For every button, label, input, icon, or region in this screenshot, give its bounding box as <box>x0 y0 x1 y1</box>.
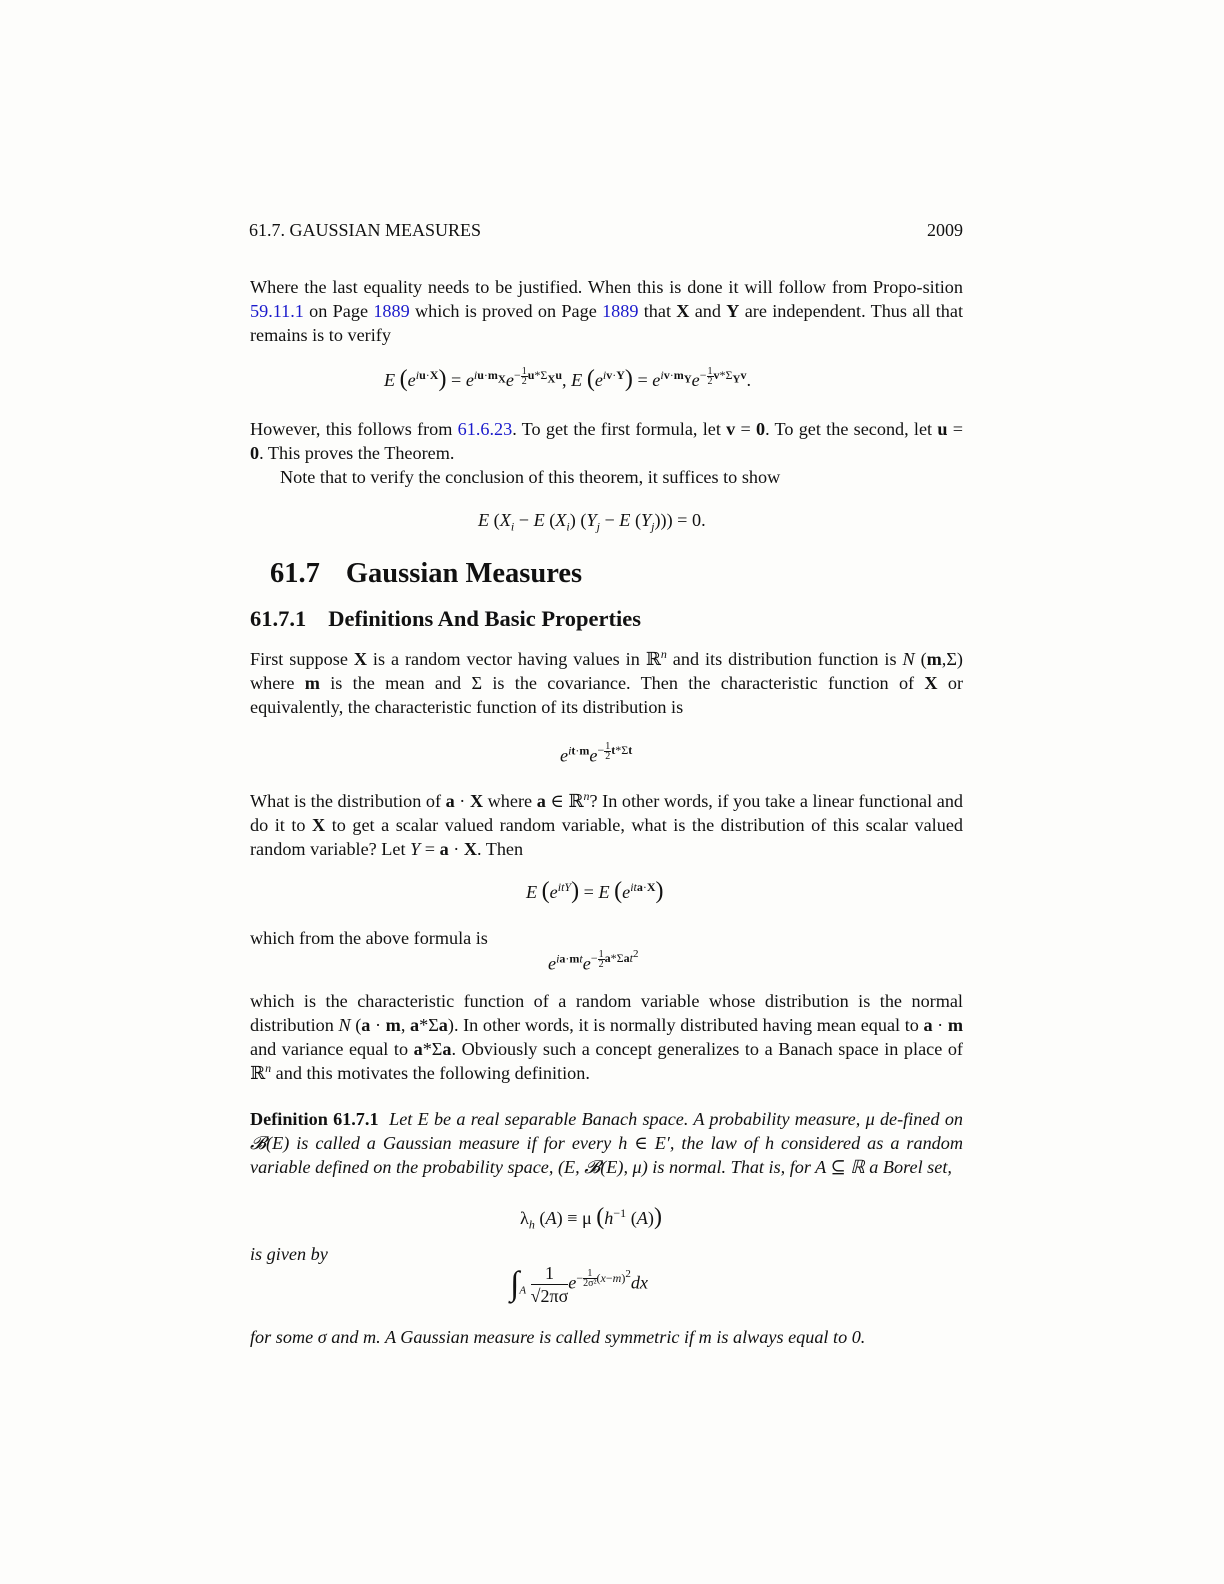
paragraph-first-suppose: First suppose X is a random vector having values in ℝ$^n$ and its distribution function is N (m,Σ) where m is the mean and Σ is the covariance. Then the characteristic function of X or equivalently, the characteristic function of its distribution is <box>250 646 964 717</box>
link-page-1889[interactable]: 1889 <box>373 301 410 321</box>
section-heading: 61.7 Gaussian Measures <box>270 558 583 589</box>
page-number: 2009 <box>927 220 963 240</box>
equation-characteristic-function: $e^{it\cdot m}e^{- \frac{1}{2} t*\Sigma t}$ <box>560 741 633 766</box>
equation-expectation-itY: E $(e^{itY}) = E$ $(e^{ita\cdot X})$ <box>526 878 664 904</box>
definition-given-by: is given by <box>250 1244 328 1264</box>
equation-characteristic-functions: E $(e^{iu\cdot X}) = e^{iu\cdot m_X}e^{- \frac{1}{2} u*\Sigma_Xu}$, E $(e^{iv\cdot Y}) = e^{iv\cdot m_Y}e^{- \frac{1}{2} v*\Sigma_Yv}$. <box>384 365 751 392</box>
paragraph-what-is-distribution: What is the distribution of a · X where a ∈ ℝ$^n$? In other words, if you take a linear functional and do it to X to get a scalar valued random variable, what is the distribution of this scalar valued random variable? Let Y = a · X. Then <box>250 788 964 859</box>
subsection-heading: 61.7.1 Definitions And Basic Properties <box>250 606 641 631</box>
equation-lambda-h: $\lambda_h$ (A) ≡ μ ($h^{-1}$ (A)) <box>520 1204 662 1232</box>
equation-scalar-characteristic: $e^{ia\cdot mt}e^{- \frac{1}{2} a*\Sigma at^2}$ <box>548 948 639 974</box>
paragraph-from-above: which from the above formula is <box>250 928 488 948</box>
link-equation-61-6-23[interactable]: 61.6.23 <box>457 419 513 439</box>
paragraph-normal-distribution: which is the characteristic function of a random variable whose distribution is the normal distribution N (a · m, a*Σa). In other words, it is normally distributed having mean equal to a · m and variance equal to a*Σa. Obviously such a concept generalizes to a Banach space in place of ℝ$^n$ and this motivates the following definition. <box>250 991 963 1083</box>
running-head-title: 61.7. GAUSSIAN MEASURES <box>249 220 482 240</box>
paragraph-note: Note that to verify the conclusion of this theorem, it suffices to show <box>280 467 781 487</box>
definition-label: Definition 61.7.1 <box>250 1109 379 1129</box>
equation-covariance-zero: E ($X_i - E$ $(X_i) (Y_j - E$ $(Y_j))) = 0$. <box>478 510 706 534</box>
link-proposition-59-11-1[interactable]: 59.11.1 <box>250 301 304 321</box>
definition-61-7-1: Definition 61.7.1 Let E be a real separable Banach space. A probability measure, μ de-fined on 𝓑(E) is called a Gaussian measure if for every h ∈ E′, the law of h considered as a random variable defined on the probability space, (E, 𝓑(E), μ) is normal. That is, for A ⊆ ℝ a Borel set, <box>250 1109 964 1177</box>
equation-gaussian-integral: $\int_A$ $\frac{1}{√2\pi\sigma}$ $e^{- \frac{1}{\text{2σ²}} (x-m)^2}dx$ <box>510 1263 648 1306</box>
definition-closing: for some σ and m. A Gaussian measure is called symmetric if m is always equal to 0. <box>250 1327 866 1347</box>
paragraph-however: However, this follows from 61.6.23. To get the first formula, let v = 0. To get the second, let u = 0. This proves the Theorem. <box>250 419 963 463</box>
paragraph-justification: Where the last equality needs to be justified. When this is done it will follow from Propo-sition 59.11.1 on Page 1889 which is proved on Page 1889 that X and Y are independent. Thus all that remains is to verify <box>250 277 964 345</box>
link-page-1889-proof[interactable]: 1889 <box>602 301 639 321</box>
running-head <box>249 220 963 241</box>
